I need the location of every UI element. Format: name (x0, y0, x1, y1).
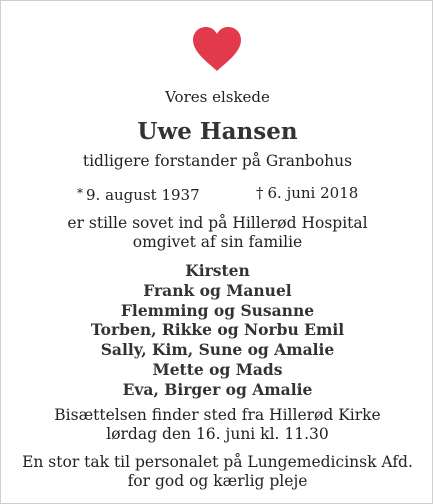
heart-icon (190, 26, 244, 72)
thanks-line: En stor tak til personalet på Lungemedicinsk Afd. (22, 453, 413, 471)
family-member: Mette og Mads (152, 359, 283, 379)
deceased-name: Uwe Hansen (137, 118, 298, 145)
family-member: Torben, Rikke og Norbu Emil (90, 320, 345, 340)
thanks-text (1, 453, 433, 491)
ceremony-text (1, 406, 433, 444)
thanks-line: for god og kærlig pleje (127, 472, 308, 490)
ceremony-line: Bisættelsen finder sted fra Hillerød Kirke (54, 406, 381, 424)
family-member: Flemming og Susanne (120, 300, 315, 320)
deceased-title: tidligere forstander på Granbohus (82, 152, 353, 170)
death-date-text: 6. juni 2018 (267, 184, 359, 202)
ceremony-line: lørdag den 16. juni kl. 11.30 (106, 425, 329, 443)
family-member: Kirsten (185, 261, 250, 280)
family-member: Sally, Kim, Sune og Amalie (100, 340, 335, 360)
announcement-line: er stille sovet ind på Hillerød Hospital (67, 214, 368, 232)
death-date (256, 183, 358, 203)
family-member: Frank og Manuel (143, 280, 292, 300)
birth-date (77, 183, 200, 205)
intro-text: Vores elskede (165, 88, 270, 106)
family-member: Eva, Birger og Amalie (122, 379, 313, 399)
family-list (1, 261, 433, 400)
cross-icon: † (256, 184, 264, 202)
birth-date-text: 9. august 1937 (86, 186, 200, 204)
birth-symbol: * (77, 186, 83, 200)
announcement-line: omgivet af sin familie (132, 233, 303, 251)
announcement-text (1, 214, 433, 252)
